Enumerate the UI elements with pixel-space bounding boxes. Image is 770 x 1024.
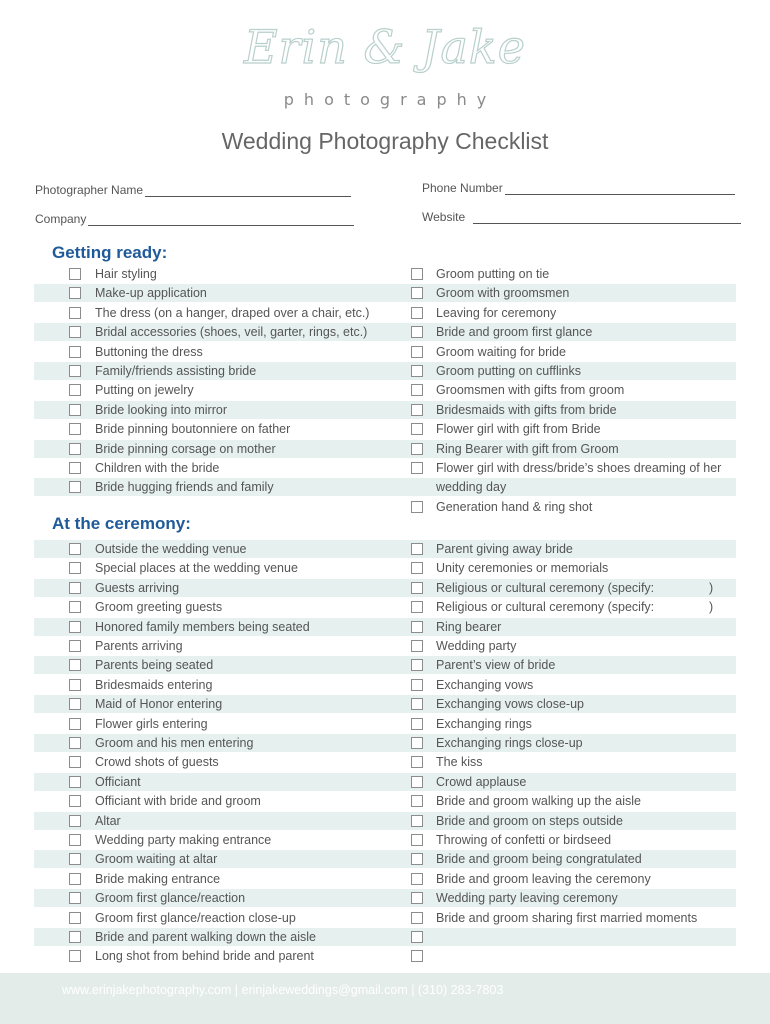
checklist-item-label: Bride making entrance xyxy=(95,871,221,886)
checklist-item xyxy=(396,734,736,752)
checklist-item-label: Bride and groom being congratulated xyxy=(436,852,642,867)
checkbox[interactable] xyxy=(411,873,423,885)
checklist-item-label: Exchanging vows close-up xyxy=(436,697,584,712)
checkbox[interactable] xyxy=(411,621,423,633)
checkbox[interactable] xyxy=(69,326,81,338)
website-label: Website xyxy=(422,210,466,224)
checkbox[interactable] xyxy=(69,776,81,788)
specify-close-paren: ) xyxy=(709,580,714,595)
getting-ready-heading: Getting ready: xyxy=(52,243,168,262)
checklist-item-label: Maid of Honor entering xyxy=(95,697,223,712)
checklist-item xyxy=(396,618,736,636)
checkbox[interactable] xyxy=(411,640,423,652)
photographer-name-line[interactable] xyxy=(145,185,351,197)
checklist-item xyxy=(396,695,736,713)
checklist-item xyxy=(396,381,736,399)
checkbox[interactable] xyxy=(69,443,81,455)
logo-subtitle: photography xyxy=(283,90,497,109)
checklist-item-label: Bride pinning corsage on mother xyxy=(95,441,276,456)
checklist-item-label: Wedding party xyxy=(436,639,517,653)
checklist-item xyxy=(34,676,396,694)
checklist-item-label: The dress (on a hanger, draped over a chair, etc.) xyxy=(95,305,370,320)
checklist-item xyxy=(34,947,396,965)
checklist-item xyxy=(396,870,736,888)
checklist-item-label: Exchanging rings close-up xyxy=(436,736,583,750)
checklist-item xyxy=(396,928,736,946)
checkbox[interactable] xyxy=(69,718,81,730)
company-label: Company xyxy=(35,212,87,226)
logo xyxy=(0,14,770,109)
checkbox[interactable] xyxy=(69,912,81,924)
checklist-item xyxy=(34,559,396,577)
photographer-name-label: Photographer Name xyxy=(35,183,144,197)
checklist-item-label: Parents arriving xyxy=(95,639,183,653)
checkbox[interactable] xyxy=(69,659,81,671)
checkbox[interactable] xyxy=(69,543,81,555)
checklist-item-label: Officiant xyxy=(95,774,141,789)
checklist-item xyxy=(396,478,736,496)
checkbox[interactable] xyxy=(69,404,81,416)
checklist-item-label: Bridesmaids entering xyxy=(95,677,213,692)
checklist-item xyxy=(34,323,396,341)
checkbox[interactable] xyxy=(411,718,423,730)
company-line[interactable] xyxy=(88,214,354,226)
checklist-item-label: Putting on jewelry xyxy=(95,383,194,398)
phone-line[interactable] xyxy=(505,183,735,195)
checkbox[interactable] xyxy=(411,834,423,846)
ceremony-heading: At the ceremony: xyxy=(52,514,191,533)
checklist-item xyxy=(396,812,736,830)
checklist-item-label: Bride and groom sharing first married moments xyxy=(436,910,698,925)
checklist-item xyxy=(34,598,396,616)
checklist-item xyxy=(34,618,396,636)
checkbox[interactable] xyxy=(411,815,423,827)
checklist-item-label: Groom with groomsmen xyxy=(436,286,570,301)
checklist-item xyxy=(396,715,736,733)
website-field[interactable] xyxy=(422,208,741,224)
checklist-item xyxy=(34,401,396,419)
checkbox[interactable] xyxy=(411,931,423,943)
checklist-item-label: The kiss xyxy=(436,755,483,770)
checklist-item-label: Wedding party making entrance xyxy=(95,833,272,847)
checkbox[interactable] xyxy=(411,307,423,319)
page-title: Wedding Photography Checklist xyxy=(221,128,549,154)
checkbox[interactable] xyxy=(69,582,81,594)
footer-contact: www.erinjakephotography.com | erinjakeweddings@gmail.com | (310) 283-7803 xyxy=(62,983,504,997)
checklist-item xyxy=(34,773,396,791)
checkbox[interactable] xyxy=(411,268,423,280)
checkbox[interactable] xyxy=(69,384,81,396)
checklist-item-label: Groom waiting for bride xyxy=(436,344,566,359)
checklist-item-label: Parent giving away bride xyxy=(436,542,573,556)
checklist-item xyxy=(396,540,736,558)
checklist-item xyxy=(396,889,736,907)
checklist-item-label: Officiant with bride and groom xyxy=(95,794,261,809)
checklist-item-label: Groom and his men entering xyxy=(95,736,254,750)
checklist-item-label: Bride hugging friends and family xyxy=(95,480,274,495)
checklist-item-label: Make-up application xyxy=(95,286,207,301)
website-line[interactable] xyxy=(473,212,741,224)
checklist-item xyxy=(34,265,396,283)
checklist-item-label: Parents being seated xyxy=(95,658,214,673)
checkbox[interactable] xyxy=(69,346,81,358)
checklist-item xyxy=(396,676,736,694)
checkbox[interactable] xyxy=(69,640,81,652)
checklist-item xyxy=(396,498,736,516)
checkbox[interactable] xyxy=(411,384,423,396)
checkbox[interactable] xyxy=(69,795,81,807)
checklist-item xyxy=(34,812,396,830)
checklist-item xyxy=(396,909,736,927)
checklist-item-label: Guests arriving xyxy=(95,580,180,595)
checkbox[interactable] xyxy=(69,950,81,962)
logo-script: Erin & Jake xyxy=(243,20,527,74)
checklist-item xyxy=(396,656,736,674)
checklist-item xyxy=(34,343,396,361)
checklist-item xyxy=(34,304,396,322)
checklist-item xyxy=(34,656,396,674)
checklist-item-label: Throwing of confetti or birdseed xyxy=(436,833,612,847)
checklist-item-label: Groom first glance/reaction close-up xyxy=(95,910,296,925)
checklist-item xyxy=(34,440,396,458)
checkbox[interactable] xyxy=(69,562,81,574)
checklist-item-label: Exchanging vows xyxy=(436,677,534,692)
checklist-item-label: Outside the wedding venue xyxy=(95,542,247,556)
checklist-item xyxy=(396,559,736,577)
checkbox[interactable] xyxy=(411,326,423,338)
checklist-item xyxy=(34,831,396,849)
checkbox[interactable] xyxy=(69,834,81,846)
checklist-item xyxy=(34,540,396,558)
checklist-item xyxy=(34,909,396,927)
checklist-item xyxy=(34,420,396,438)
checklist-item xyxy=(34,792,396,810)
checklist-item-label: Flower girl with dress/bride’s shoes dreaming of her xyxy=(436,461,722,475)
checklist-item xyxy=(396,947,736,965)
checklist-item-label: Bride and groom walking up the aisle xyxy=(436,794,641,809)
checklist-item-label: Hair styling xyxy=(95,267,157,281)
checklist-item xyxy=(396,284,736,302)
checklist-item-label: Parent’s view of bride xyxy=(436,658,556,673)
checklist-item-label: Bridal accessories (shoes, veil, garter, rings, etc.) xyxy=(95,325,368,340)
checklist-item-label: Bride and parent walking down the aisle xyxy=(95,930,316,944)
checkbox[interactable] xyxy=(411,698,423,710)
checklist-item-label: Buttoning the dress xyxy=(95,344,203,359)
checklist-item-label: Ring Bearer with gift from Groom xyxy=(436,441,619,456)
checklist-item-label: Bride and groom first glance xyxy=(436,325,593,340)
checklist-item-label: Religious or cultural ceremony (specify: xyxy=(436,600,655,615)
checkbox[interactable] xyxy=(69,756,81,768)
checkbox[interactable] xyxy=(69,892,81,904)
checklist-item-label: Religious or cultural ceremony (specify: xyxy=(436,580,655,595)
checklist-item xyxy=(396,420,736,438)
checklist-item xyxy=(34,478,396,496)
checkbox[interactable] xyxy=(69,365,81,377)
checklist-item-label: Bride and groom on steps outside xyxy=(436,813,623,828)
checklist-item-label: Special places at the wedding venue xyxy=(95,561,298,576)
checklist-item xyxy=(396,323,736,341)
footer-bar xyxy=(0,973,770,1024)
checklist-item-label: Crowd applause xyxy=(436,774,527,789)
checkbox[interactable] xyxy=(411,462,423,474)
checklist-item xyxy=(396,401,736,419)
checkbox[interactable] xyxy=(69,931,81,943)
checklist-item xyxy=(34,870,396,888)
checkbox[interactable] xyxy=(69,462,81,474)
checklist-item xyxy=(34,928,396,946)
checklist-item-label: Groomsmen with gifts from groom xyxy=(436,383,625,398)
checkbox[interactable] xyxy=(411,601,423,613)
checklist-item xyxy=(396,598,736,616)
checkbox[interactable] xyxy=(69,307,81,319)
checkbox[interactable] xyxy=(411,404,423,416)
checkbox[interactable] xyxy=(69,481,81,493)
checkbox[interactable] xyxy=(411,562,423,574)
checkbox[interactable] xyxy=(69,268,81,280)
checklist-item xyxy=(396,831,736,849)
checklist-item xyxy=(34,695,396,713)
checkbox[interactable] xyxy=(69,601,81,613)
checkbox[interactable] xyxy=(411,679,423,691)
checklist-item-label: Leaving for ceremony xyxy=(436,305,557,320)
checkbox[interactable] xyxy=(69,621,81,633)
checklist-item xyxy=(396,850,736,868)
checkbox[interactable] xyxy=(411,346,423,358)
checklist-item xyxy=(396,459,736,477)
checkbox[interactable] xyxy=(69,873,81,885)
checklist-item xyxy=(34,362,396,380)
checklist-item xyxy=(34,284,396,302)
checkbox[interactable] xyxy=(69,737,81,749)
checklist-item xyxy=(396,773,736,791)
checkbox[interactable] xyxy=(69,853,81,865)
checkbox[interactable] xyxy=(411,365,423,377)
checklist-item xyxy=(396,362,736,380)
checklist-item xyxy=(34,850,396,868)
checklist-item-label: Bride pinning boutonniere on father xyxy=(95,422,291,437)
checkbox[interactable] xyxy=(411,795,423,807)
checklist-item-label: Groom waiting at altar xyxy=(95,852,218,867)
checklist-item-label: Groom putting on tie xyxy=(436,267,550,281)
checkbox[interactable] xyxy=(411,443,423,455)
checkbox[interactable] xyxy=(411,853,423,865)
checklist-item xyxy=(34,637,396,655)
checklist-item-label: wedding day xyxy=(436,480,507,495)
checkbox[interactable] xyxy=(411,892,423,904)
checkbox[interactable] xyxy=(69,423,81,435)
checklist-item-label: Groom greeting guests xyxy=(95,600,223,615)
checklist-item xyxy=(396,265,736,283)
checkbox[interactable] xyxy=(411,501,423,513)
checklist-item-label: Family/friends assisting bride xyxy=(95,364,257,378)
checklist-item-label: Unity ceremonies or memorials xyxy=(436,561,609,576)
checklist-item xyxy=(396,440,736,458)
checklist-item-label: Flower girl with gift from Bride xyxy=(436,422,601,437)
specify-close-paren: ) xyxy=(709,600,714,615)
photographer-name-field[interactable] xyxy=(35,181,351,197)
checklist-item xyxy=(396,304,736,322)
checklist-item xyxy=(34,459,396,477)
checklist-item-label: Wedding party leaving ceremony xyxy=(436,891,618,906)
company-field[interactable] xyxy=(35,210,354,226)
checklist-item xyxy=(396,637,736,655)
phone-label: Phone Number xyxy=(422,181,503,195)
checklist-item-label: Bride and groom leaving the ceremony xyxy=(436,871,651,886)
checklist-item xyxy=(34,715,396,733)
checkbox[interactable] xyxy=(411,582,423,594)
checklist-item-label: Crowd shots of guests xyxy=(95,755,219,770)
checklist-item xyxy=(34,753,396,771)
checklist-item xyxy=(34,734,396,752)
checklist-item xyxy=(396,792,736,810)
checkbox[interactable] xyxy=(411,543,423,555)
checklist-item-label: Groom first glance/reaction xyxy=(95,891,246,906)
checklist-item xyxy=(34,889,396,907)
checkbox[interactable] xyxy=(411,776,423,788)
checkbox[interactable] xyxy=(69,815,81,827)
checklist-item-label: Generation hand & ring shot xyxy=(436,499,593,514)
checklist-item xyxy=(34,381,396,399)
checkbox[interactable] xyxy=(411,756,423,768)
checklist-item-label: Exchanging rings xyxy=(436,716,532,731)
checkbox[interactable] xyxy=(69,679,81,691)
checklist-item xyxy=(34,579,396,597)
checklist-item-label: Flower girls entering xyxy=(95,716,208,731)
checkbox[interactable] xyxy=(69,698,81,710)
checkbox[interactable] xyxy=(411,912,423,924)
checklist-item-label: Bride looking into mirror xyxy=(95,402,227,417)
checkbox[interactable] xyxy=(411,659,423,671)
checklist-item-label: Bridesmaids with gifts from bride xyxy=(436,402,617,417)
checklist-item-label: Ring bearer xyxy=(436,619,502,634)
checkbox[interactable] xyxy=(411,737,423,749)
checklist-item-label: Children with the bride xyxy=(95,461,220,475)
checklist-item xyxy=(396,753,736,771)
checklist-item-label: Groom putting on cufflinks xyxy=(436,364,581,378)
checklist-item xyxy=(396,343,736,361)
checkbox[interactable] xyxy=(411,287,423,299)
checkbox[interactable] xyxy=(411,423,423,435)
checkbox[interactable] xyxy=(69,287,81,299)
checklist-item-label: Long shot from behind bride and parent xyxy=(95,949,314,964)
checklist-item xyxy=(396,579,736,597)
phone-field[interactable] xyxy=(422,179,735,195)
checklist-item-label: Altar xyxy=(95,813,121,828)
checkbox[interactable] xyxy=(411,950,423,962)
checklist-item-label: Honored family members being seated xyxy=(95,619,310,634)
